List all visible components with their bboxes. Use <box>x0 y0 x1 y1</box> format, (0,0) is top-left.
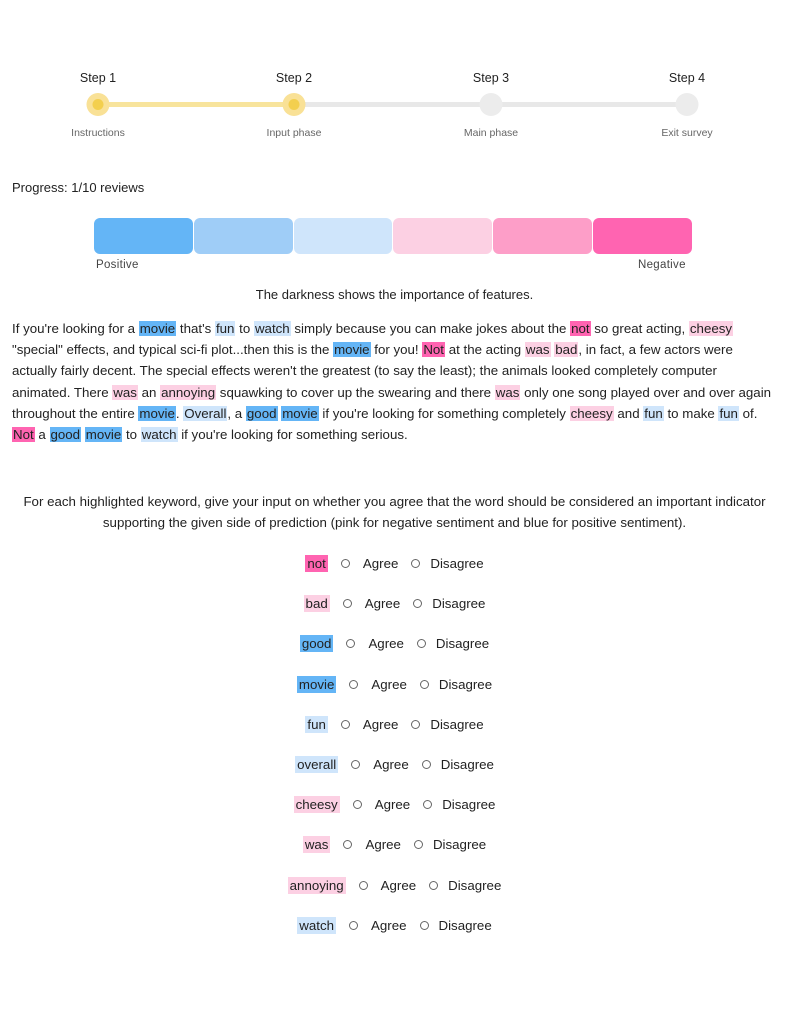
agree-label: Agree <box>380 877 417 893</box>
disagree-radio[interactable] <box>413 599 422 608</box>
review-text-segment: , a <box>227 405 246 421</box>
agree-label: Agree <box>364 596 401 612</box>
disagree-radio[interactable] <box>422 760 431 769</box>
keyword-row <box>0 593 789 633</box>
disagree-option[interactable] <box>411 717 483 732</box>
agree-option[interactable] <box>351 757 408 772</box>
disagree-option[interactable] <box>414 837 486 852</box>
keyword-row <box>0 875 789 915</box>
keyword-label: not <box>307 556 326 571</box>
review-text-segment: squawking to cover up the swearing and there <box>216 384 495 400</box>
keyword-row <box>0 794 789 834</box>
legend-segment-4 <box>393 218 492 254</box>
review-text-segment: "special" effects, and typical sci-fi plot...then this is the <box>12 342 334 358</box>
agree-radio[interactable] <box>349 680 358 689</box>
review-text-segment: if you're looking for something completely <box>318 405 570 421</box>
agree-radio[interactable] <box>341 559 350 568</box>
agree-label: Agree <box>371 676 407 692</box>
keyword-label: good <box>301 636 332 652</box>
keyword-row-content <box>295 754 494 775</box>
disagree-label: Disagree <box>430 716 484 732</box>
agree-radio[interactable] <box>343 840 352 849</box>
step-3-title: Step 3 <box>472 71 510 85</box>
disagree-label: Disagree <box>432 837 487 853</box>
step-2-dot <box>283 93 306 116</box>
disagree-option[interactable] <box>411 556 483 571</box>
keyword-row-content <box>288 875 502 896</box>
highlighted-word: cheesy <box>689 321 733 336</box>
disagree-label: Disagree <box>430 556 484 571</box>
step-4-title: Step 4 <box>668 71 706 85</box>
agree-option[interactable] <box>346 636 403 651</box>
agree-option[interactable] <box>353 797 410 812</box>
highlighted-word: not <box>571 321 590 336</box>
disagree-radio[interactable] <box>411 720 420 729</box>
agree-radio[interactable] <box>359 881 368 890</box>
disagree-option[interactable] <box>417 636 489 651</box>
keyword-label: fun <box>307 716 326 732</box>
highlighted-word: fun <box>719 405 738 421</box>
highlighted-word: movie <box>282 405 318 421</box>
highlighted-word: watch <box>141 427 177 443</box>
disagree-option[interactable] <box>413 596 485 611</box>
highlighted-word: was <box>525 342 550 358</box>
legend-segment-3 <box>294 218 393 254</box>
disagree-radio[interactable] <box>429 881 438 890</box>
review-text-segment: . <box>175 405 184 421</box>
legend-segment-2 <box>194 218 293 254</box>
agree-label: Agree <box>362 556 399 571</box>
highlighted-word: movie <box>334 342 370 358</box>
highlighted-word: Not <box>13 427 34 443</box>
agree-label: Agree <box>368 636 404 652</box>
keyword-row-content <box>300 633 489 654</box>
disagree-radio[interactable] <box>420 921 429 930</box>
review-text-segment: if you're looking for something serious. <box>177 427 408 443</box>
agree-radio[interactable] <box>343 599 352 608</box>
step-3-dot <box>480 93 503 116</box>
keyword-label: was <box>304 837 329 853</box>
disagree-label: Disagree <box>440 756 494 772</box>
step-3-subtitle: Main phase <box>463 127 519 139</box>
keyword-row-content <box>297 674 492 695</box>
keyword-label: cheesy <box>295 797 338 813</box>
highlighted-word: movie <box>139 321 176 336</box>
keyword-label: movie <box>298 676 335 692</box>
keyword-row <box>0 915 789 955</box>
keyword-label: overall <box>297 756 337 772</box>
review-text-segment: so great acting, <box>590 321 689 336</box>
highlighted-word: movie <box>139 405 175 421</box>
keyword-row-content <box>305 714 483 735</box>
keyword-row-content <box>297 915 491 936</box>
agree-label: Agree <box>362 716 399 732</box>
keyword-row <box>0 674 789 714</box>
disagree-radio[interactable] <box>420 680 429 689</box>
highlighted-word: bad <box>555 342 578 358</box>
step-1-subtitle: Instructions <box>71 127 125 139</box>
review-text-segment: to make <box>663 405 719 421</box>
legend-segment-1 <box>94 218 193 254</box>
highlighted-word: watch <box>254 321 290 336</box>
highlighted-word: was <box>495 384 520 400</box>
agree-option[interactable] <box>343 837 400 852</box>
agree-option[interactable] <box>343 596 400 611</box>
agree-option[interactable] <box>341 556 398 571</box>
agree-radio[interactable] <box>349 921 358 930</box>
keyword-row <box>0 633 789 673</box>
review-text-segment: , in fact, a few actors were actually fairly decent. The special effects weren't the greatest (to say the least); the animals looked completely computer animated. There <box>12 342 733 400</box>
review-text-segment: simply because you can make jokes about the <box>290 321 571 336</box>
instructions-text: For each highlighted keyword, give your input on whether you agree that the word should be considered an important indicator supporting the given side of prediction (pink for negative sentiment and blue for positive sentiment). <box>23 494 766 530</box>
highlighted-word: movie <box>85 427 122 443</box>
agree-label: Agree <box>371 917 407 933</box>
legend-caption: The darkness shows the importance of features. <box>255 287 534 302</box>
agree-option[interactable] <box>349 918 406 933</box>
review-text-segment: to <box>122 427 141 443</box>
highlighted-word: fun <box>215 321 235 336</box>
disagree-radio[interactable] <box>417 639 426 648</box>
disagree-option[interactable] <box>423 797 495 812</box>
agree-radio[interactable] <box>351 760 360 769</box>
disagree-label: Disagree <box>442 797 496 813</box>
highlighted-word: Not <box>423 342 445 358</box>
highlighted-word: fun <box>644 405 663 421</box>
highlighted-word: was <box>113 384 137 400</box>
keyword-row <box>0 553 789 593</box>
agree-option[interactable] <box>359 878 416 893</box>
importance-legend <box>94 218 692 254</box>
review-text-segment: of. <box>738 405 758 421</box>
disagree-option[interactable] <box>420 677 492 692</box>
legend-segment-6 <box>593 218 692 254</box>
review-text-segment: to <box>235 321 254 336</box>
keyword-row <box>0 834 789 874</box>
keyword-label: bad <box>305 596 328 612</box>
disagree-radio[interactable] <box>423 800 432 809</box>
legend-positive-label: Positive <box>96 259 139 271</box>
disagree-option[interactable] <box>420 918 492 933</box>
disagree-label: Disagree <box>438 676 493 692</box>
keyword-row-content <box>303 834 486 855</box>
review-text-segment: an <box>137 384 161 400</box>
highlighted-word: good <box>50 427 81 443</box>
keyword-label: watch <box>299 917 335 933</box>
step-2-subtitle: Input phase <box>266 127 322 139</box>
agree-radio[interactable] <box>341 720 350 729</box>
disagree-radio[interactable] <box>411 559 420 568</box>
step-4-subtitle: Exit survey <box>661 127 713 139</box>
agree-option[interactable] <box>341 717 398 732</box>
review-text-segment: at the acting <box>445 342 525 358</box>
legend-segment-5 <box>493 218 592 254</box>
agree-label: Agree <box>365 837 401 853</box>
review-text-segment: a <box>34 427 50 443</box>
disagree-label: Disagree <box>432 596 486 612</box>
agree-option[interactable] <box>349 677 406 692</box>
disagree-option[interactable] <box>422 757 494 772</box>
step-1-dot <box>87 93 110 116</box>
stepper-track-completed <box>98 102 294 107</box>
review-text-segment: only one song played over and over again throughout the entire <box>12 384 772 421</box>
keyword-feedback-list <box>0 553 789 955</box>
agree-radio[interactable] <box>346 639 355 648</box>
review-text-segment: and <box>613 405 644 421</box>
review-text <box>12 318 778 445</box>
review-text-segment: that's <box>176 321 215 336</box>
agree-radio[interactable] <box>353 800 362 809</box>
keyword-row-content <box>294 794 496 815</box>
highlighted-word: good <box>246 405 277 421</box>
highlighted-word: annoying <box>161 384 216 400</box>
disagree-radio[interactable] <box>414 840 423 849</box>
progress-text: Progress: 1/10 reviews <box>12 180 145 195</box>
agree-label: Agree <box>374 797 411 813</box>
keyword-label: annoying <box>289 877 344 893</box>
disagree-label: Disagree <box>438 917 492 933</box>
keyword-row-content <box>304 593 486 614</box>
keyword-row-content <box>305 553 483 574</box>
disagree-label: Disagree <box>448 877 502 893</box>
progress-stepper <box>0 0 789 150</box>
review-text-segment: If you're looking for a <box>12 321 139 336</box>
agree-label: Agree <box>373 756 409 772</box>
step-2-title: Step 2 <box>275 71 313 85</box>
highlighted-word: Overall <box>184 405 227 421</box>
highlighted-word: cheesy <box>570 405 613 421</box>
keyword-row <box>0 714 789 754</box>
disagree-label: Disagree <box>435 636 490 652</box>
disagree-option[interactable] <box>429 878 501 893</box>
keyword-row <box>0 754 789 794</box>
step-4-dot <box>676 93 699 116</box>
review-text-segment: for you! <box>370 342 423 358</box>
step-1-title: Step 1 <box>79 71 117 85</box>
legend-negative-label: Negative <box>638 259 686 271</box>
